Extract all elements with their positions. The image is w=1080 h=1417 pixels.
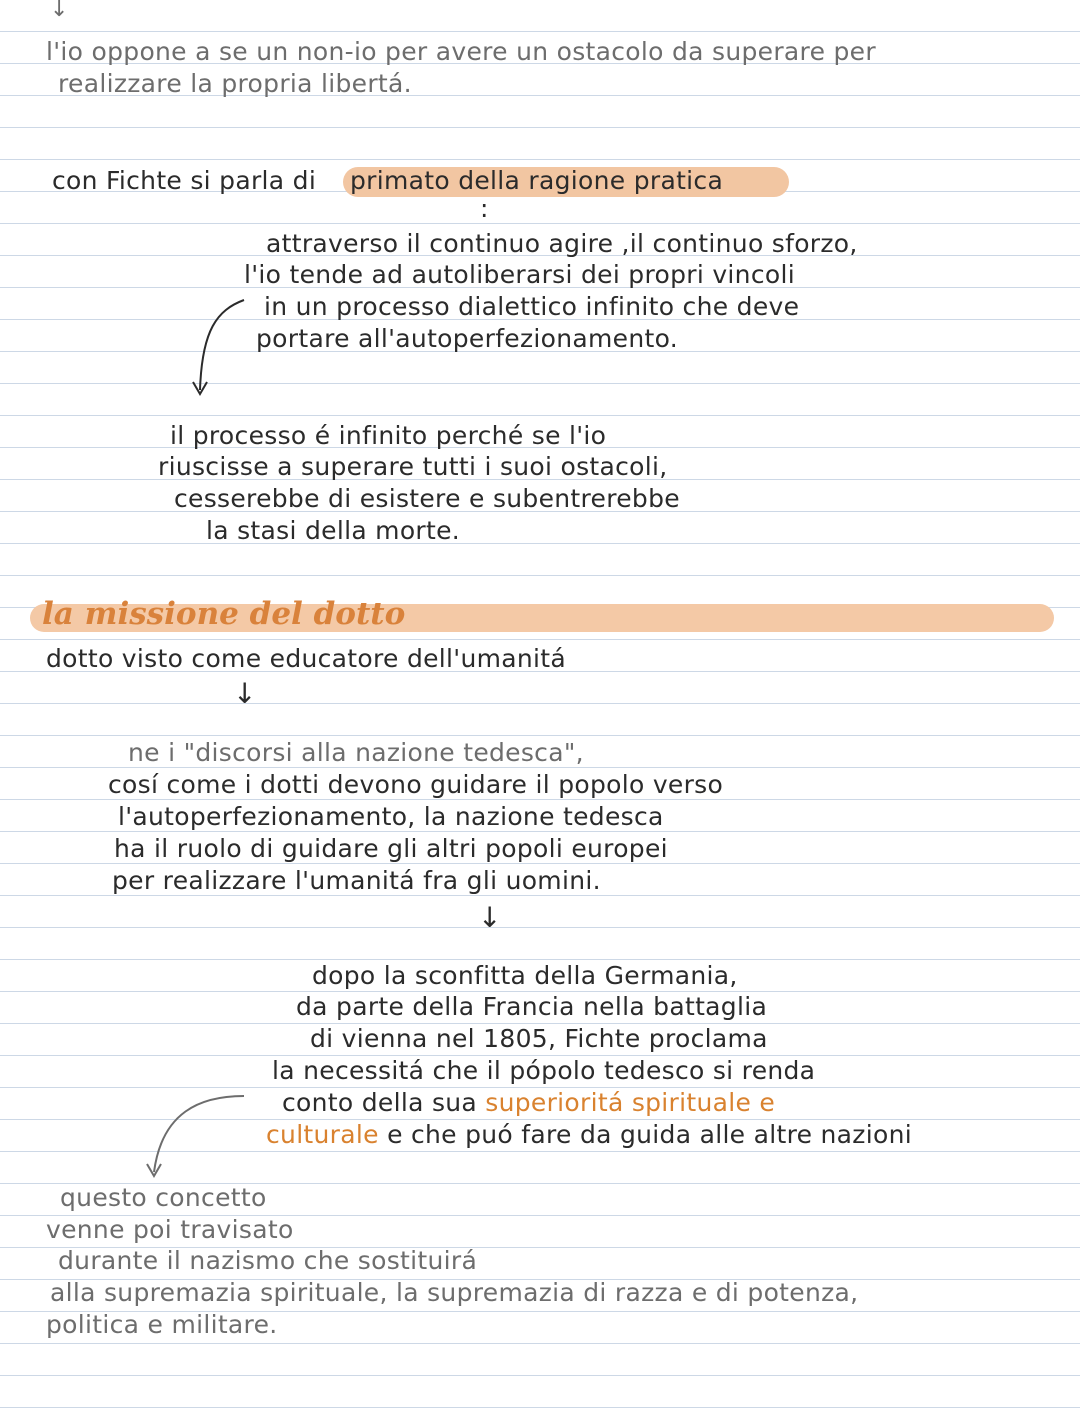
superiorita-highlight: superioritá spirituale e (485, 1088, 776, 1117)
discorsi-line-1: ne i "discorsi alla nazione tedesca", (128, 738, 584, 767)
infinito-line-4: la stasi della morte. (206, 516, 461, 545)
sconfitta-line-4: la necessitá che il pópolo tedesco si renda (272, 1056, 816, 1085)
sconfitta-line-1: dopo la sconfitta della Germania, (312, 961, 738, 990)
primato-highlight-text: primato della ragione pratica (350, 166, 724, 195)
sconfitta-line-3: di vienna nel 1805, Fichte proclama (310, 1024, 768, 1053)
arrow-down-icon: ↓ (233, 677, 257, 710)
primato-line-3: in un processo dialettico infinito che deve (264, 292, 800, 321)
nazismo-line-3: durante il nazismo che sostituirá (58, 1246, 478, 1275)
nazismo-line-2: venne poi travisato (46, 1215, 294, 1244)
section-title: la missione del dotto (42, 596, 406, 632)
discorsi-line-3: l'autoperfezionamento, la nazione tedesca (118, 802, 664, 831)
sconfitta-line-2: da parte della Francia nella battaglia (296, 992, 768, 1021)
primato-prefix: con Fichte si parla di (52, 166, 317, 195)
intro-line-1: l'io oppone a se un non-io per avere un ostacolo da superare per (46, 37, 876, 66)
nazismo-line-4: alla supremazia spirituale, la supremazia di razza e di potenza, (50, 1278, 859, 1307)
nazismo-line-5: politica e militare. (46, 1310, 278, 1339)
discorsi-line-5: per realizzare l'umanitá fra gli uomini. (112, 866, 601, 895)
infinito-line-3: cesserebbe di esistere e subentrerebbe (174, 484, 680, 513)
intro-line-2: realizzare la propria libertá. (58, 69, 412, 98)
primato-colon: : (480, 194, 489, 223)
primato-line-4: portare all'autoperfezionamento. (256, 324, 678, 353)
culturale-highlight: culturale (266, 1120, 379, 1149)
infinito-line-2: riuscisse a superare tutti i suoi ostacoli, (158, 452, 668, 481)
sconfitta-line-6-rest: e che puó fare da guida alle altre nazioni (387, 1120, 912, 1149)
sconfitta-line-6 (266, 1119, 912, 1150)
top-arrow: ↓ (50, 0, 69, 22)
nazismo-line-1: questo concetto (60, 1183, 267, 1212)
primato-line-2: l'io tende ad autoliberarsi dei propri vincoli (244, 260, 795, 289)
discorsi-line-2: cosí come i dotti devono guidare il popolo verso (108, 770, 724, 799)
discorsi-line-4: ha il ruolo di guidare gli altri popoli europei (114, 834, 668, 863)
primato-line-1: attraverso il continuo agire ,il continuo sforzo, (266, 229, 858, 258)
dotto-subtitle: dotto visto come educatore dell'umanitá (46, 644, 567, 673)
curved-arrow-icon-2 (140, 1090, 250, 1185)
infinito-line-1: il processo é infinito perché se l'io (170, 421, 607, 450)
sconfitta-line-5-prefix: conto della sua (282, 1088, 478, 1117)
sconfitta-line-5 (282, 1087, 775, 1118)
arrow-down-icon-2: ↓ (478, 901, 502, 934)
curved-arrow-icon (182, 290, 252, 405)
